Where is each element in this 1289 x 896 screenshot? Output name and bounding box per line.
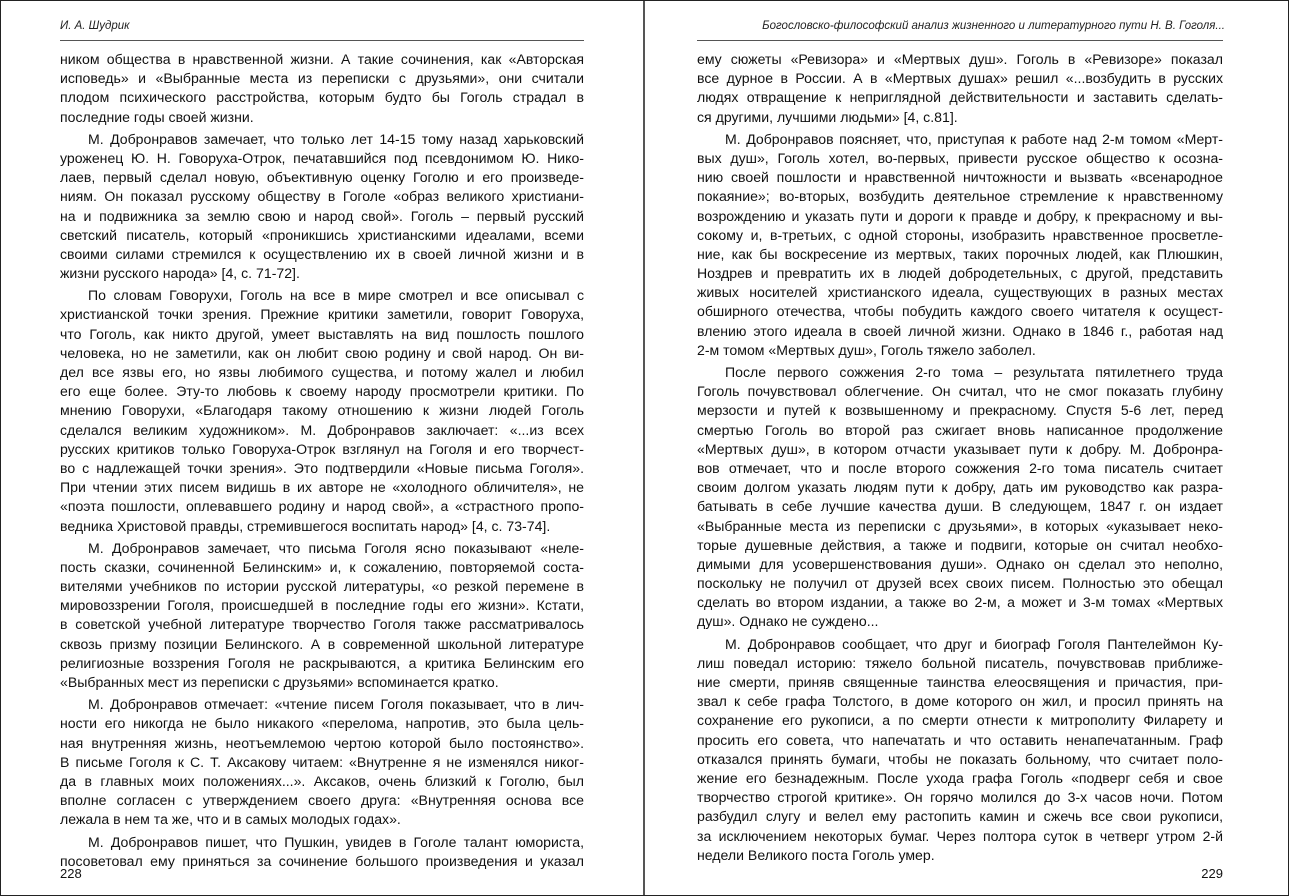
text-line: М. Добронравов замечает, что письма Гоголя ясно показывают «неле- — [88, 539, 584, 556]
text-line: последние годы своей жизни. — [60, 108, 254, 125]
text-line: христианской точки зрения. Прежние критики заметили, говорит Говоруха, — [60, 306, 584, 323]
text-line: человека, но не заметили, как он любит свою родину и свой народ. Он ви- — [60, 344, 584, 361]
text-line: людях отвращение к неприглядной действительности и заставить сделать- — [697, 89, 1223, 106]
text-line: уроженец Ю. Н. Говоруха-Отрок, печатавшийся под псевдонимом Ю. Нико- — [60, 149, 584, 166]
left-page — [0, 0, 643, 896]
text-line: ниям. Он показал русскому обществу в Гоголе «образ великого христиани- — [60, 188, 584, 205]
text-line: влению этого идеала в своей личной жизни. Однако в 1846 г., работая над — [697, 322, 1223, 339]
paragraph — [697, 50, 1223, 127]
text-line: лежала в нем та же, что и в самых молодых годах». — [60, 811, 401, 828]
running-head-author: И. А. Шудрик — [60, 20, 130, 32]
paragraph — [60, 539, 584, 693]
text-line: сквозь призму позиции Белинского. А в современной школьной литературе — [60, 635, 584, 652]
text-line: ние смерти, приняв священные таинства елеосвящения и причастия, при- — [697, 674, 1223, 690]
text-line: сделался великим художником». М. Добронравов заключает: «...из всех — [60, 421, 584, 438]
text-line: русских критиков только Говоруха-Отрок взглянул на Гоголя и его творчест- — [60, 440, 584, 457]
text-line: димыми для усовершенствования души». Однако он сделал это неполно, — [697, 555, 1223, 572]
text-line: Гоголь почувствовал облегчение. Он считал, что не смог показать глубину — [697, 383, 1223, 400]
text-line: исповедь» и «Выбранные места из переписки с друзьями», они считали — [60, 70, 584, 87]
text-line: вполне согласен с утверждением своего друга: «Внутренняя основа все — [60, 792, 584, 809]
text-line: да в главных моих положениях...». Аксаков, очень близкий к Гоголю, был — [60, 772, 584, 789]
header-rule — [60, 40, 584, 41]
text-line: вых душ», Гоголь хотел, во-первых, привести русское общество к осозна- — [697, 149, 1223, 166]
page-number: 229 — [1201, 866, 1223, 881]
text-line: ведника Христовой правды, стремившегося воспитать народ» [4, с. 73-74]. — [60, 517, 551, 534]
text-line: мировоззрении Гоголя, происшедшей в последние годы его жизни». Кстати, — [60, 597, 584, 614]
left-page-body-text — [60, 50, 584, 871]
text-line: «Мертвых душ», в котором отчасти указывает пути к добру. М. Добронра- — [697, 440, 1223, 457]
text-line: ности его никогда не было никакого «перелома, напротив, это была цель- — [60, 715, 584, 732]
text-line: на и подвижника за землю свою и народ свой». Гоголь – первый русский — [60, 207, 584, 224]
text-line: По словам Говорухи, Гоголь на все в мире смотрел и все описывал с — [88, 287, 584, 304]
text-line: религиозные воззрения Гоголя не раскрываются, а критика Белинским его — [60, 654, 584, 671]
text-line: В письме Гоголя к С. Т. Аксакову читаем: «Внутренне я не изменялся никог- — [60, 753, 584, 770]
text-line: в советской учебной литературе творчество Гоголя также рассматривалось — [60, 616, 584, 633]
text-line: творчество строгой критике». Он горячо молился до 3-х часов ночи. Потом — [697, 789, 1223, 806]
text-line: ником общества в нравственной жизни. А такие сочинения, как «Авторская — [60, 51, 584, 67]
text-line: сокому и, в-третьих, с одной стороны, изобразить нравственное просветле- — [697, 226, 1223, 243]
text-line: ему сюжеты «Ревизора» и «Мертвых душ». Гоголь в «Ревизоре» показал — [697, 51, 1223, 67]
text-line: «поэта пошлости, оплевавшего родину и народ свой», а «страстного пропо- — [60, 498, 584, 515]
text-line: мерзости и путей к возвышенному и прекрасному. Спустя 5-6 лет, перед — [697, 402, 1223, 419]
text-line: нию своей пошлости и нравственной ничтожности и вызвать «всенародное — [697, 169, 1223, 186]
text-line: торые душевные действия, а также и подвиги, которые он считал необхо- — [697, 536, 1223, 553]
text-line: М. Добронравов поясняет, что, приступая к работе над 2-м томом «Мерт- — [725, 130, 1223, 147]
text-line: М. Добронравов замечает, что только лет 14-15 тому назад харьковский — [88, 130, 584, 147]
text-line: ная внутренняя жизнь, неотъемлемою чертою которой было постоянство». — [60, 734, 584, 751]
text-line: покаяние»; во-вторых, возбудить деятельное стремление к нравственному — [697, 188, 1223, 205]
text-line: недели Великого поста Гоголь умер. — [697, 846, 935, 863]
text-line: 2-м томом «Мертвых душ», Гоголь тяжело заболел. — [697, 341, 1036, 358]
text-line: обширного отечества, чтобы побудить каждого своего читателя к осущест- — [697, 303, 1223, 320]
text-line: вителями учебников по истории русской литературы, «о резкой перемене в — [60, 578, 584, 595]
text-line: лаев, первый сделал новую, объективную оценку Гоголю и его произведе- — [60, 169, 584, 186]
text-line: что Гоголь, как никто другой, умеет выставлять на вид пошлость пошлого — [60, 325, 584, 342]
text-line: своими силами стремился к осуществлению их в своей личной жизни и в — [60, 245, 584, 262]
text-line: «Выбранные места из переписки с друзьями», в которых «указывает неко- — [697, 517, 1223, 534]
text-line: посоветовал ему приняться за сочинение большого произведения и указал — [60, 852, 584, 869]
paragraph — [60, 130, 584, 284]
text-line: звал к себе графа Толстого, в доме которого он жил, и просил принять на — [697, 693, 1223, 710]
text-line: ся другими, лучшими людьми» [4, с.81]. — [697, 108, 958, 125]
text-line: душ». Однако не суждено... — [697, 613, 879, 630]
text-line: сделать во втором издании, а также во 2-м, а может и 3-м томах «Мертвых — [697, 594, 1223, 611]
text-line: батывать в себе лучшие качества души. В следующем, 1847 г. он издает — [697, 498, 1223, 515]
text-line: возрождению и указать пути и дороги к правде и добру, к прекрасному и вы- — [697, 207, 1223, 224]
text-line: светский писатель, который «проникшись христианскими идеалами, всеми — [60, 226, 584, 243]
text-line: Ноздрев и превратить их в людей добродетельных, с другой, представить — [697, 265, 1223, 282]
text-line: жизни русского народа» [4, с. 71-72]. — [60, 265, 300, 282]
text-line: ние, как бы воскресение из мертвых, таких порочных людей, как Плюшкин, — [697, 245, 1223, 262]
text-line: дел все язвы его, но язвы любимого существа, и потому жалел и любил — [60, 364, 584, 380]
text-line: своим долгом указать людям пути к добру, дать им руководство как разра- — [697, 479, 1223, 496]
text-line: просить его совета, что напечатать и что оставить ненапечатанным. Граф — [697, 731, 1223, 748]
text-line: разбудил слугу и велел ему растопить камин и сжечь все свои рукописи, — [697, 808, 1223, 825]
text-line: «Выбранных мест из переписки с друзьями» вспоминается кратко. — [60, 674, 499, 690]
text-line: вов отмечает, что и после второго сожжения 2-го тома писатель считает — [697, 459, 1223, 476]
text-line: сохранение его рукописи, а по смерти отнести к митрополиту Филарету и — [697, 712, 1223, 729]
text-line: за исключением некоторых бумаг. Через полтора суток в четверг утром 2-й — [697, 827, 1223, 844]
paragraph — [60, 50, 584, 127]
text-line: После первого сожжения 2-го тома – результата пятилетнего труда — [725, 364, 1223, 380]
text-line: жение его безнадежным. После ухода графа Гоголь «подверг себя и свое — [697, 769, 1223, 786]
text-line: его еще более. Эту-то любовь к своему народу просмотрели критики. По — [60, 383, 584, 400]
gutter-divider — [643, 0, 645, 896]
paragraph — [60, 695, 584, 829]
right-page-body-text — [697, 50, 1223, 865]
page-number: 228 — [60, 866, 82, 881]
text-line: При чтении этих писем видишь в их авторе не «холодного обличителя», не — [60, 479, 584, 496]
paragraph — [60, 833, 584, 871]
text-line: отказался принять бумаги, чтобы не показать больному, что считает поло- — [697, 750, 1223, 767]
text-line: все дурное в России. А в «Мертвых душах» решил «...возбудить в русских — [697, 70, 1223, 87]
text-line: лиш поведал историю: тяжело больной писатель, почувствовав приближе- — [697, 654, 1223, 671]
text-line: пость сказки, сочиненной Белинским» и, к сожалению, повторяемой соста- — [60, 558, 584, 575]
text-line: мнению Говорухи, «Благодаря такому отношению к жизни людей Гоголь — [60, 402, 584, 419]
text-line: М. Добронравов сообщает, что друг и биограф Гоголя Пантелеймон Ку- — [725, 635, 1223, 652]
text-line: М. Добронравов пишет, что Пушкин, увидев в Гоголе талант юмориста, — [88, 833, 584, 850]
text-line: плодом психического расстройства, которым будто бы Гоголь страдал в — [60, 89, 584, 106]
paragraph — [697, 635, 1223, 865]
right-page — [646, 0, 1289, 896]
text-line: смертью Гоголь во второй раз сжигает вновь написанное продолжение — [697, 421, 1223, 438]
paragraph — [697, 363, 1223, 632]
text-line: живых носителей христианского идеала, существующих в разных местах — [697, 284, 1223, 301]
paragraph — [60, 286, 584, 535]
running-head-title: Богословско-философский анализ жизненного и литературного пути Н. В. Гоголя... — [762, 20, 1225, 32]
paragraph — [697, 130, 1223, 360]
header-rule — [697, 40, 1223, 41]
text-line: во с надлежащей точки зрения». Это подтвердили «Новые письма Гоголя». — [60, 459, 584, 476]
text-line: поскольку не получил от друзей всех своих писем. Полностью это обещал — [697, 575, 1223, 592]
text-line: М. Добронравов отмечает: «чтение писем Гоголя показывает, что в лич- — [88, 696, 584, 713]
